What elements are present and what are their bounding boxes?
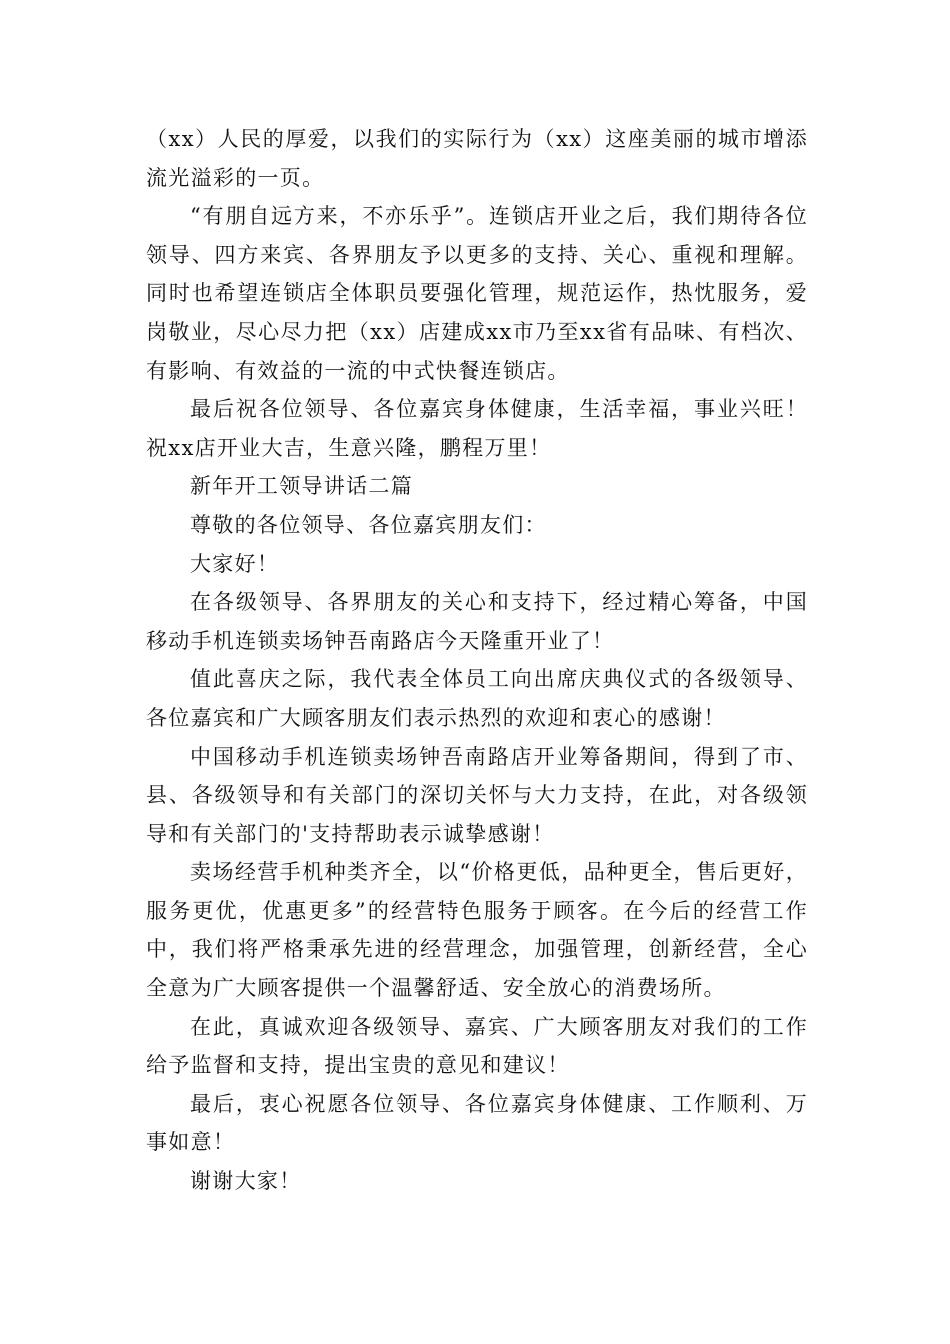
paragraph-expectation: “有朋自远方来，不亦乐乎”。连锁店开业之后，我们期待各位领导、四方来宾、各界朋友予以更多的支持、关心、重视和理解。同时也希望连锁店全体职员要强化管理，规范运作，热忱服务，爱岗敬业，尽心尽力把（xx）店建成xx市乃至xx省有品味、有档次、有影响、有效益的一流的中式快餐连锁店。 — [146, 204, 808, 383]
paragraph-welcome-thanks: 值此喜庆之际，我代表全体员工向出席庆典仪式的各级领导、各位嘉宾和广大顾客朋友们表示热烈的欢迎和衷心的感谢！ — [146, 667, 808, 730]
paragraph-continuation: （xx）人民的厚爱，以我们的实际行为（xx）这座美丽的城市增添流光溢彩的一页。 — [146, 127, 808, 190]
paragraph-business-features: 卖场经营手机种类齐全，以“价格更低，品种更全，售后更好，服务更优，优惠更多”的经营特色服务于顾客。在今后的经营工作中，我们将严格秉承先进的经营理念，加强管理，创新经营，全心全意为广大顾客提供一个温馨舒适、安全放心的消费场所。 — [146, 860, 808, 1001]
document-body — [146, 120, 808, 1201]
paragraph-closing-wishes: 最后祝各位领导、各位嘉宾身体健康，生活幸福，事业兴旺！祝xx店开业大吉，生意兴隆，鹏程万里！ — [146, 397, 808, 460]
greeting: 大家好！ — [190, 551, 280, 576]
paragraph-thank-you: 谢谢大家！ — [190, 1169, 302, 1194]
section-title: 新年开工领导讲话二篇 — [190, 474, 413, 499]
salutation: 尊敬的各位领导、各位嘉宾朋友们： — [190, 512, 547, 537]
paragraph-opening-announcement: 在各级领导、各界朋友的关心和支持下，经过精心筹备，中国移动手机连锁卖场钟吾南路店今天隆重开业了！ — [146, 590, 808, 653]
paragraph-feedback-invitation: 在此，真诚欢迎各级领导、嘉宾、广大顾客朋友对我们的工作给予监督和支持，提出宝贵的意见和建议！ — [146, 1014, 808, 1078]
paragraph-support-thanks: 中国移动手机连锁卖场钟吾南路店开业筹备期间，得到了市、县、各级领导和有关部门的深切关怀与大力支持，在此，对各级领导和有关部门的'支持帮助表示诚挚感谢！ — [146, 744, 808, 846]
paragraph-final-wishes: 最后，衷心祝愿各位领导、各位嘉宾身体健康、工作顺利、万事如意！ — [146, 1091, 808, 1155]
